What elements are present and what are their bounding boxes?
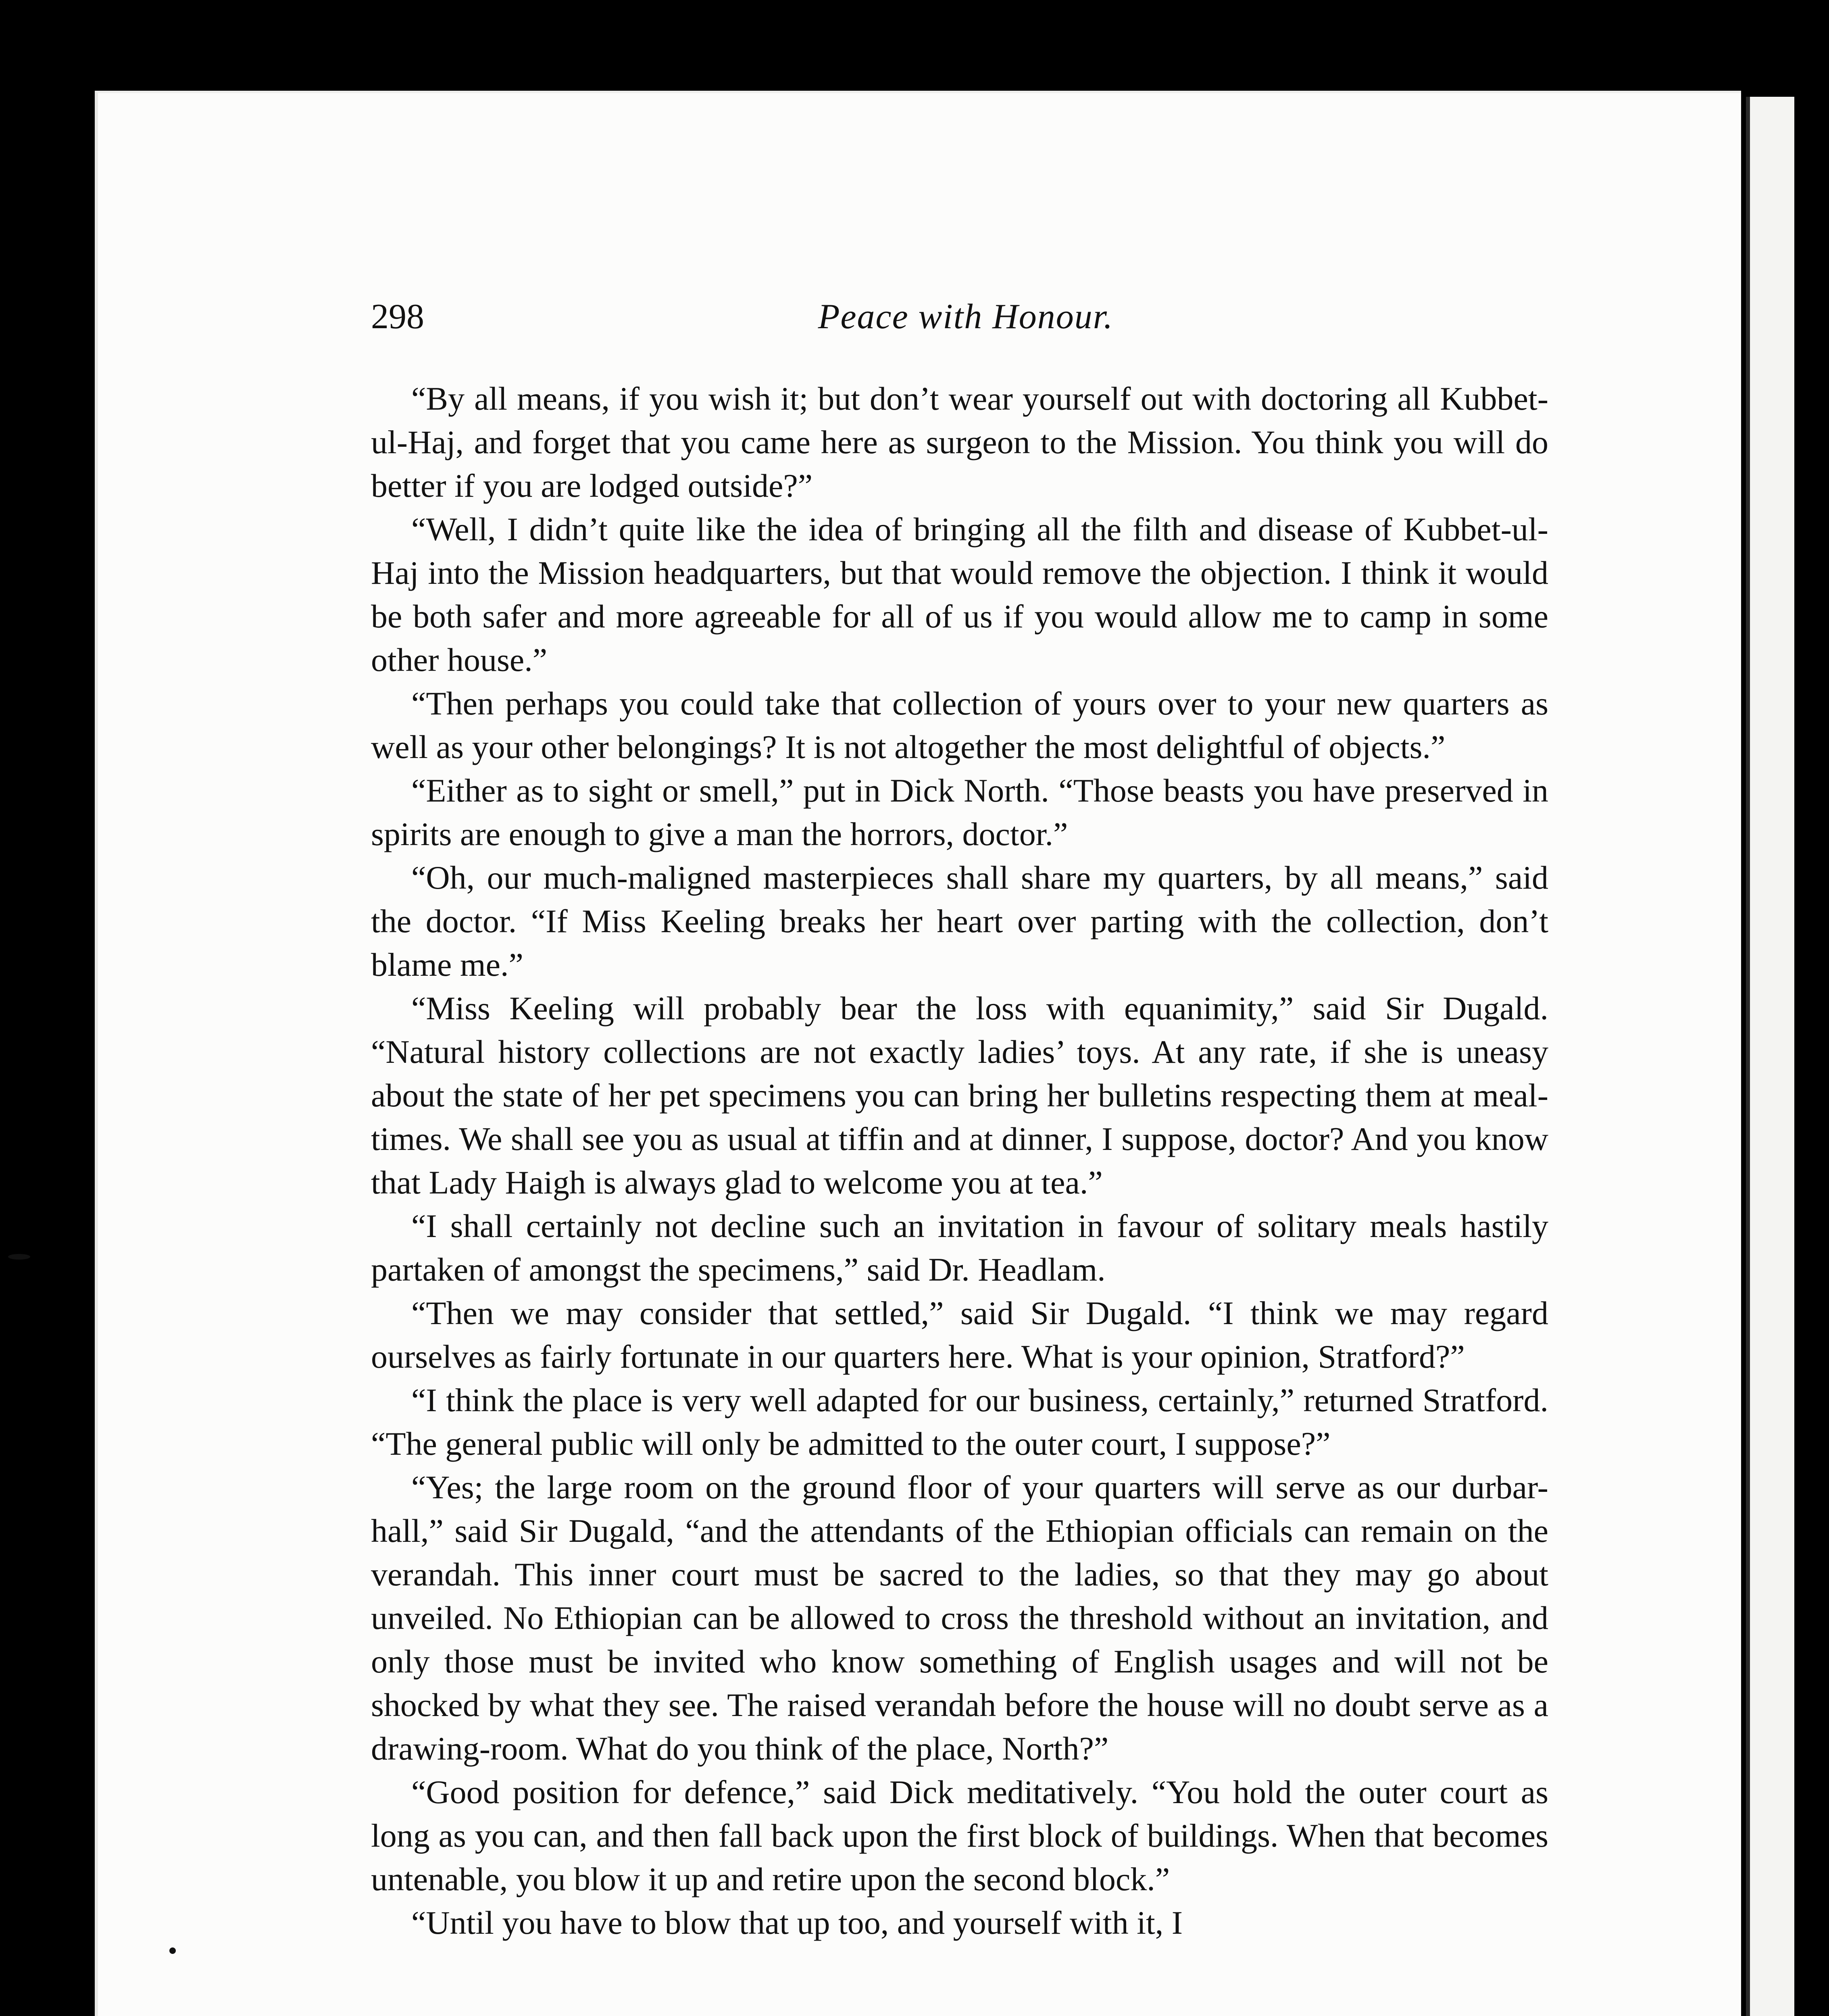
paragraph: “Yes; the large room on the ground floor of your quarters will serve as our durbar-hall,” said Sir Dugald, “and the attendants of the Ethiopian officials can remain on the verandah. This inner court must be sacred to the ladies, so that they may go about unveiled. No Ethiopian can be allowed to cross the threshold without an invitation, and only those must be invited who know something of English usages and will not be shocked by what they see. The raised verandah before the house will no doubt serve as a drawing-room. What do you think of the place, North?” [371,1469,1548,1767]
running-head [371,296,1560,341]
paragraph: “Miss Keeling will probably bear the loss with equanimity,” said Sir Dugald. “Natural history collections are not exactly ladies’ toys. At any rate, if she is uneasy about the state of her pet specimens you can bring her bulletins respecting them at meal-times. We shall see you as usual at tiffin and at dinner, I suppose, doctor? And you know that Lady Haigh is always glad to welcome you at tea.” [371,990,1548,1201]
page-number: 298 [371,297,424,336]
paragraph: “Either as to sight or smell,” put in Dick North. “Those beasts you have preserved in spirits are enough to give a man the horrors, doctor.” [371,772,1548,852]
paragraph: “By all means, if you wish it; but don’t wear yourself out with doctoring all Kubbet-ul-Haj, and forget that you came here as surgeon to the Mission. You think you will do better if you are lodged outside?” [371,380,1548,504]
body-text [371,377,1548,1945]
paragraph: “Oh, our much-maligned masterpieces shall share my quarters, by all means,” said the doctor. “If Miss Keeling breaks her heart over parting with the collection, don’t blame me.” [371,859,1548,983]
paragraph: “Then we may consider that settled,” said Sir Dugald. “I think we may regard ourselves as fairly fortunate in our quarters here. What is your opinion, Stratford?” [371,1295,1548,1375]
paragraph: “I shall certainly not decline such an invitation in favour of solitary meals hastily partaken of amongst the specimens,” said Dr. Headlam. [371,1208,1548,1288]
paragraph: “Well, I didn’t quite like the idea of bringing all the filth and disease of Kubbet-ul-Haj into the Mission headquarters, but that would remove the objection. I think it would be both safer and more agreeable for all of us if you would allow me to camp in some other house.” [371,511,1548,678]
running-title: Peace with Honour. [818,297,1114,336]
paragraph: “Until you have to blow that up too, and yourself with it, I [411,1904,1183,1941]
dust-speck [8,1254,30,1260]
paragraph: “Then perhaps you could take that collection of yours over to your new quarters as well as your other belongings? It is not altogether the most delightful of objects.” [371,685,1548,765]
paragraph: “Good position for defence,” said Dick meditatively. “You hold the outer court as long as you can, and then fall back upon the first block of buildings. When that becomes untenable, you blow it up and retire upon the second block.” [371,1774,1548,1897]
paragraph: “I think the place is very well adapted for our business, certainly,” returned Stratford. “The general public will only be admitted to the outer court, I suppose?” [371,1382,1548,1462]
adjacent-page-edge [1746,97,1794,2016]
dust-speck [169,1947,176,1954]
